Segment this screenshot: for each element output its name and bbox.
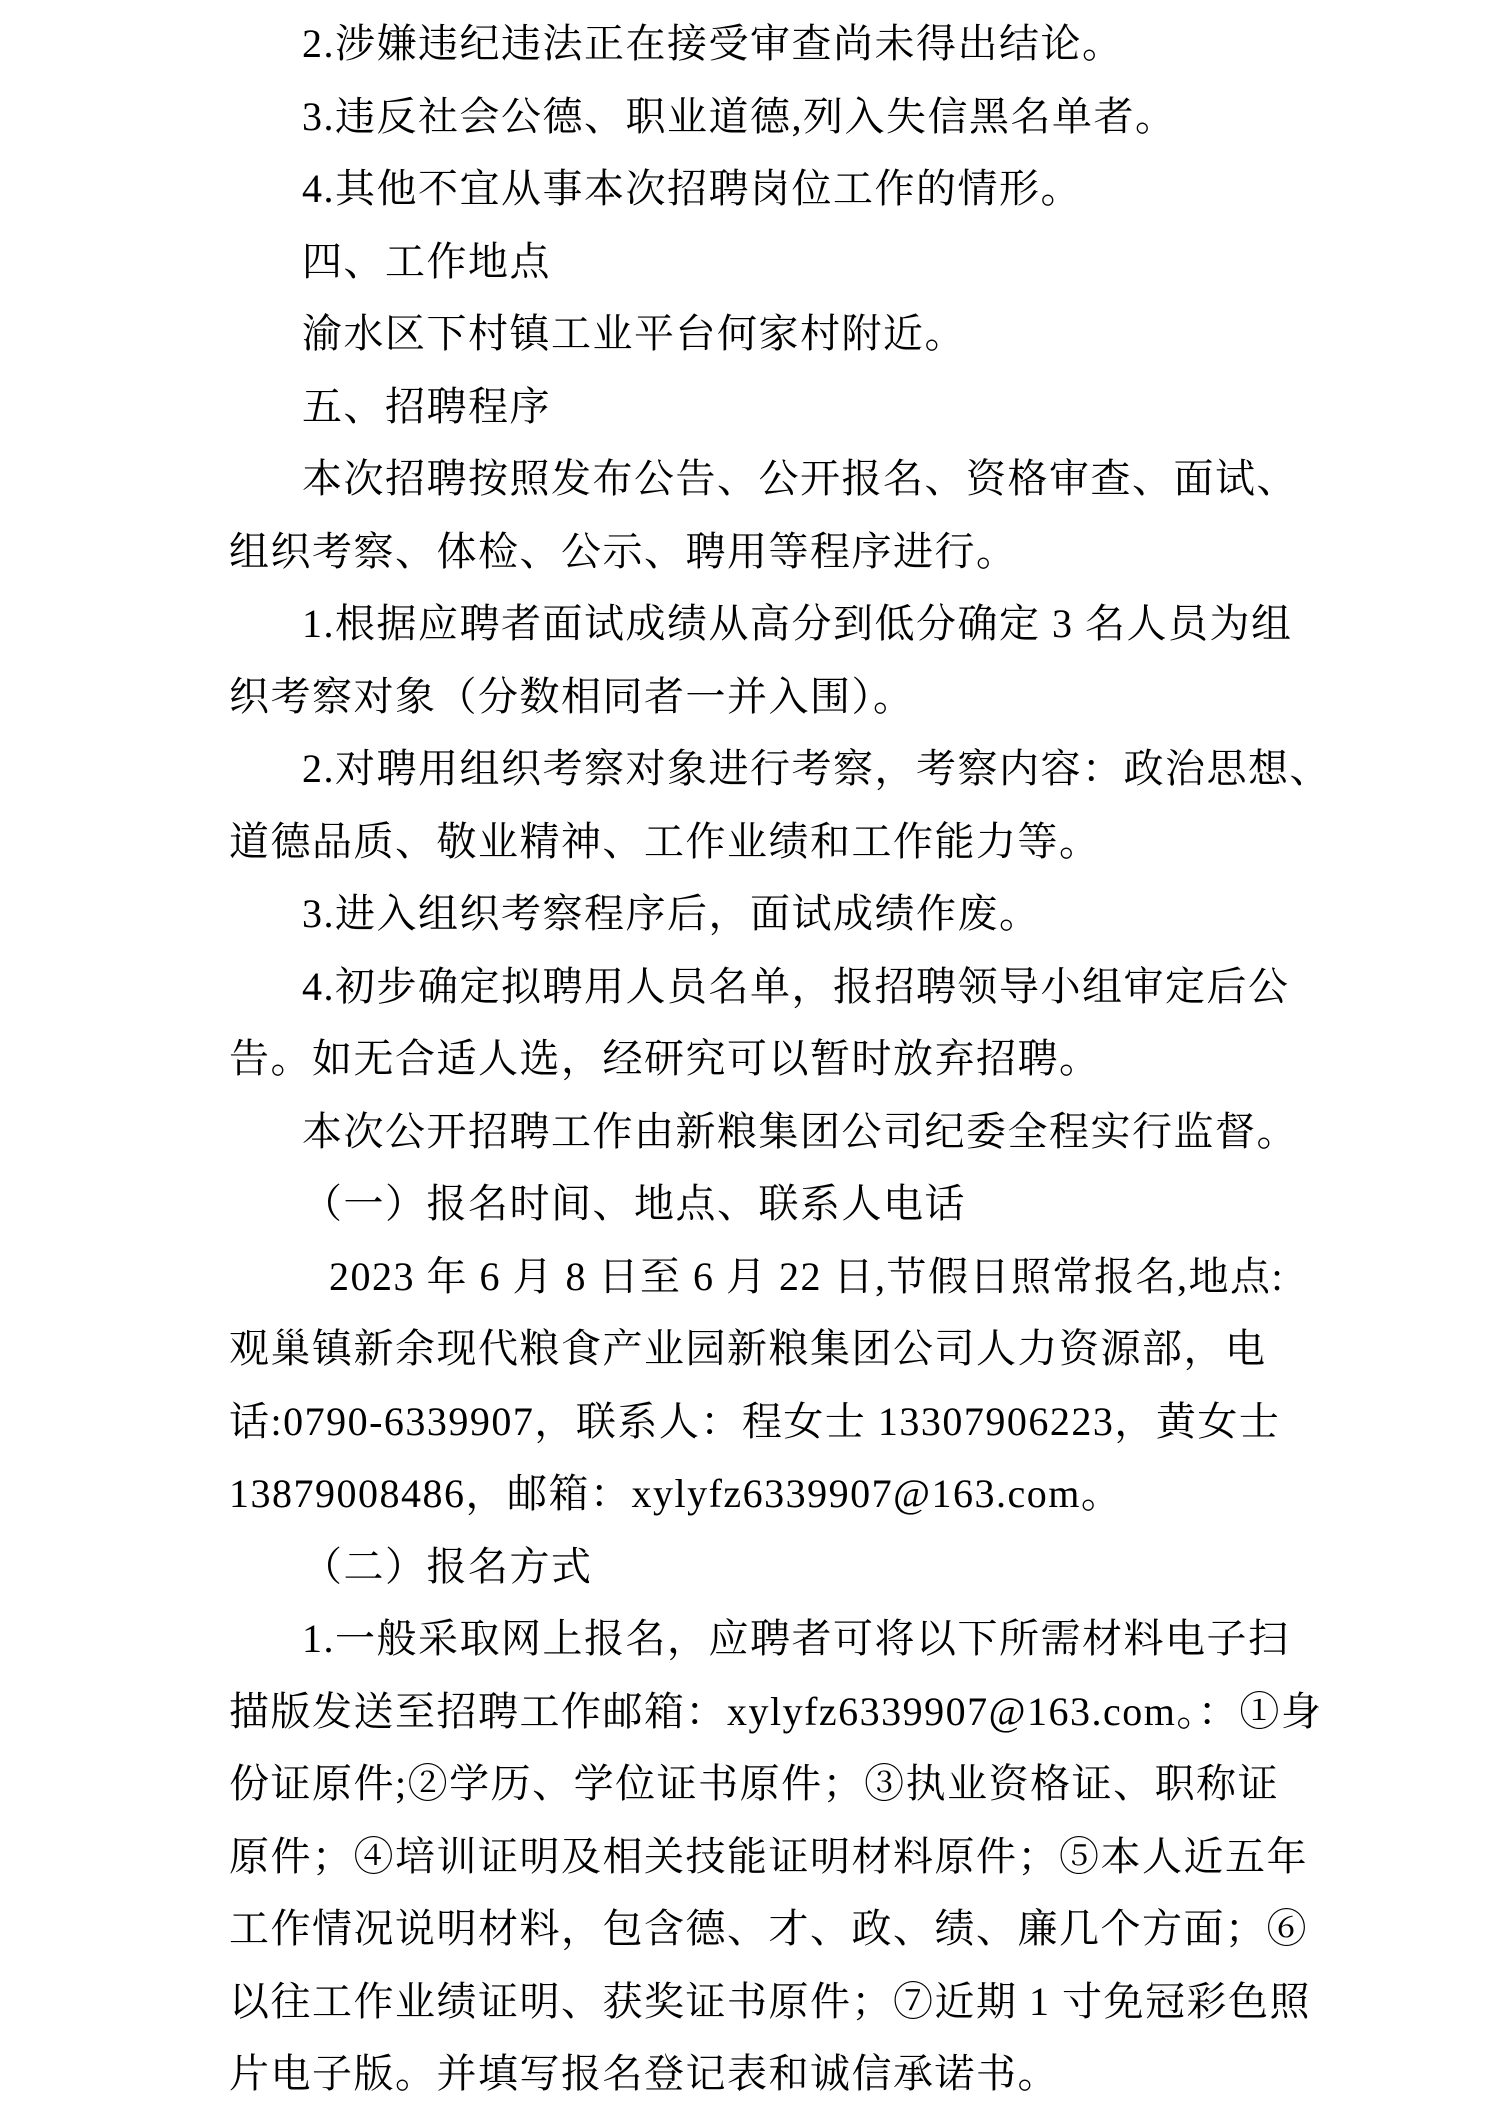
document-line: 描版发送至招聘工作邮箱：xylyfz6339907@163.com。：①身 xyxy=(229,1688,1323,1734)
document-line: 织考察对象（分数相同者一并入围）。 xyxy=(229,673,915,719)
document-line: 工作情况说明材料，包含德、才、政、绩、廉几个方面；⑥ xyxy=(229,1906,1308,1951)
document-line: （一）报名时间、地点、联系人电话 xyxy=(302,1181,966,1226)
document-line: 五、招聘程序 xyxy=(302,383,551,429)
document-line: 本次公开招聘工作由新粮集团公司纪委全程实行监督。 xyxy=(302,1108,1298,1154)
document-line: 4.初步确定拟聘用人员名单，报招聘领导小组审定后公 xyxy=(302,963,1290,1009)
document-line: 渝水区下村镇工业平台何家村附近。 xyxy=(302,311,966,356)
document-line: 四、工作地点 xyxy=(302,238,551,284)
document-line: 3.违反社会公德、职业道德,列入失信黑名单者。 xyxy=(302,93,1177,139)
document-line: 份证原件;②学历、学位证书原件；③执业资格证、职称证 xyxy=(229,1761,1280,1806)
document-line: 2.对聘用组织考察对象进行考察，考察内容：政治思想、 xyxy=(302,746,1331,791)
document-line: 告。如无合适人选，经研究可以暂时放弃招聘。 xyxy=(229,1036,1101,1081)
document-line: 2023 年 6 月 8 日至 6 月 22 日,节假日照常报名,地点: xyxy=(329,1253,1285,1299)
document-line: 片电子版。并填写报名登记表和诚信承诺书。 xyxy=(229,2051,1059,2096)
document-line: 话:0790-6339907，联系人：程女士 13307906223，黄女士 xyxy=(229,1398,1281,1444)
document-line: 组织考察、体检、公示、聘用等程序进行。 xyxy=(229,528,1018,574)
document-line: 本次招聘按照发布公告、公开报名、资格审查、面试、 xyxy=(302,456,1298,501)
document-line: 2.涉嫌违纪违法正在接受审查尚未得出结论。 xyxy=(302,21,1124,66)
document-line: 以往工作业绩证明、获奖证书原件；⑦近期 1 寸免冠彩色照 xyxy=(229,1978,1311,2024)
document-line: （二）报名方式 xyxy=(302,1543,593,1589)
document-line: 原件；④培训证明及相关技能证明材料原件；⑤本人近五年 xyxy=(229,1833,1308,1879)
document-line: 道德品质、敬业精神、工作业绩和工作能力等。 xyxy=(229,818,1101,864)
document-line: 4.其他不宜从事本次招聘岗位工作的情形。 xyxy=(302,166,1082,211)
document-text-block xyxy=(229,8,1331,2105)
document-line: 3.进入组织考察程序后，面试成绩作废。 xyxy=(302,891,1041,936)
document-line: 1.一般采取网上报名，应聘者可将以下所需材料电子扫 xyxy=(302,1616,1290,1661)
document-line: 13879008486，邮箱：xylyfz6339907@163.com。 xyxy=(229,1471,1123,1516)
document-line: 1.根据应聘者面试成绩从高分到低分确定 3 名人员为组 xyxy=(302,601,1293,646)
document-line: 观巢镇新余现代粮食产业园新粮集团公司人力资源部，电 xyxy=(229,1326,1267,1371)
